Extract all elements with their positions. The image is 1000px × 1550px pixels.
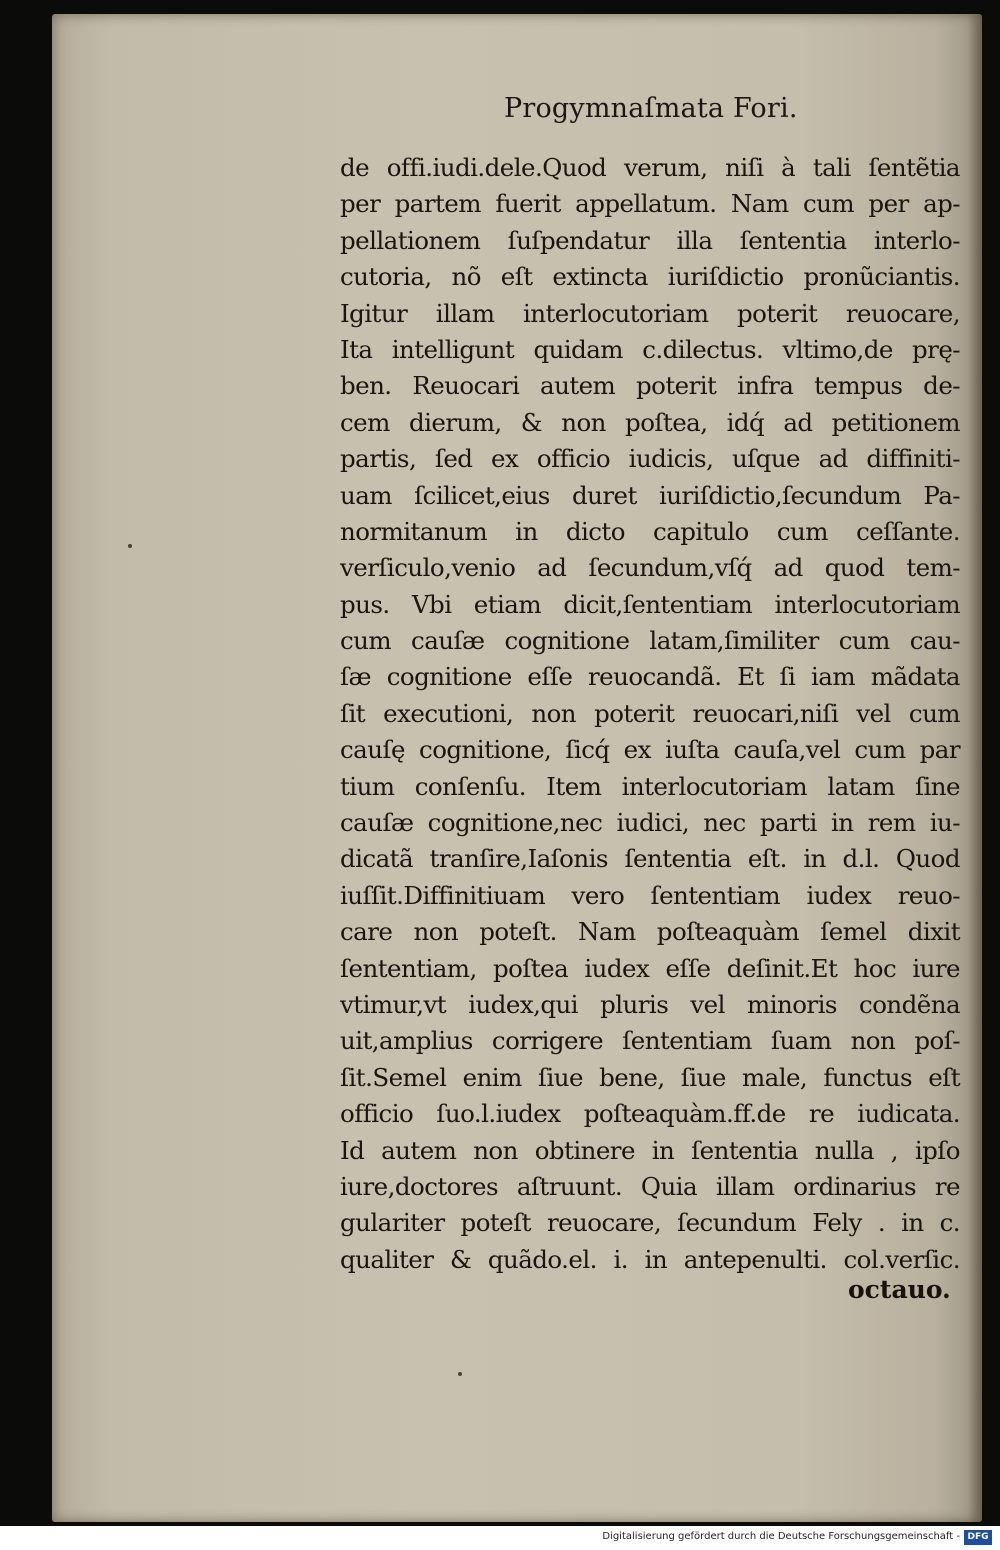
dfg-logo-icon: DFG	[964, 1530, 992, 1545]
body-text	[340, 150, 960, 1278]
text-line: vtimur,vt iudex,qui pluris vel minoris condẽna	[340, 989, 960, 1019]
text-line: ben. Reuocari autem poterit infra tempus de-	[340, 371, 960, 401]
text-line: de offi.iudi.dele.Quod verum, niſi à tali ſentẽtia	[340, 153, 960, 182]
text-line: pus. Vbi etiam dicit,ſententiam interlocutoriam	[340, 589, 960, 619]
text-line: cauſæ cognitione,nec iudici, nec parti in rem iu-	[340, 808, 960, 838]
text-line: uam ſcilicet,eius duret iuriſdictio,ſecundum Pa-	[340, 480, 960, 510]
text-line: uit,amplius corrigere ſententiam ſuam non poſ-	[340, 1026, 960, 1056]
text-line: tium conſenſu. Item interlocutoriam latam ſine	[340, 771, 960, 801]
text-line: partis, ſed ex officio iudicis, uſque ad diffiniti-	[340, 444, 960, 474]
text-line: dicatã tranſire,Iaſonis ſententia eſt. in d.l. Quod	[340, 844, 960, 874]
paper-speck	[128, 544, 132, 548]
text-line: Ita intelligunt quidam c.dilectus. vltimo,de prę-	[340, 334, 960, 364]
text-line: pellationem ſuſpendatur illa ſententia interlo-	[340, 225, 960, 255]
text-line: Id autem non obtinere in ſententia nulla , ipſo	[340, 1135, 960, 1165]
funding-credit: Digitalisierung gefördert durch die Deutsche Forschungsgemeinschaft -	[602, 1531, 960, 1542]
text-line: cauſę cognitione, ſicq́ ex iuſta cauſa,vel cum par	[340, 735, 960, 765]
paper-speck	[458, 1372, 462, 1376]
text-line: cutoria, nõ eſt extincta iuriſdictio pronũciantis.	[340, 262, 960, 292]
text-line: gulariter poteſt reuocare, ſecundum Fely . in c.	[340, 1208, 960, 1238]
text-line: officio ſuo.l.iudex poſteaquàm.ff.de re iudicata.	[340, 1099, 960, 1129]
text-line: ſæ cognitione eſſe reuocandã. Et ſi iam mãdata	[340, 662, 960, 692]
catchword-container	[848, 1275, 951, 1304]
text-line: cum cauſæ cognitione latam,ſimiliter cum cau-	[340, 626, 960, 656]
text-line: ſit.Semel enim ſiue bene, ſiue male, functus eſt	[340, 1062, 960, 1092]
text-line: cem dierum, & non poſtea, idq́ ad petitionem	[340, 407, 960, 437]
text-line: care non poteſt. Nam poſteaquàm ſemel dixit	[340, 917, 960, 947]
text-line: iure,doctores aſtruunt. Quia illam ordinarius re	[340, 1171, 960, 1201]
running-head: Progymnaſmata Fori.	[504, 93, 798, 124]
catchword: octauo.	[848, 1275, 951, 1304]
text-line: qualiter & quãdo.el. i. in antepenulti. col.verſic.	[340, 1244, 960, 1274]
text-line: normitanum in dicto capitulo cum ceſſante.	[340, 516, 960, 546]
text-line: Igitur illam interlocutoriam poterit reuocare,	[340, 298, 960, 328]
text-line: verſiculo,venio ad ſecundum,vſq́ ad quod tem-	[340, 553, 960, 583]
page-edge-shadow	[968, 14, 982, 1522]
text-line: ſententiam, poſtea iudex eſſe deſinit.Et hoc iure	[340, 953, 960, 983]
digitization-footer	[0, 1526, 1000, 1550]
text-line: iuſſit.Diffinitiuam vero ſententiam iudex reuo-	[340, 880, 960, 910]
text-line: per partem fuerit appellatum. Nam cum per ap-	[340, 189, 960, 219]
text-line: ſit executioni, non poterit reuocari,niſi vel cum	[340, 698, 960, 728]
